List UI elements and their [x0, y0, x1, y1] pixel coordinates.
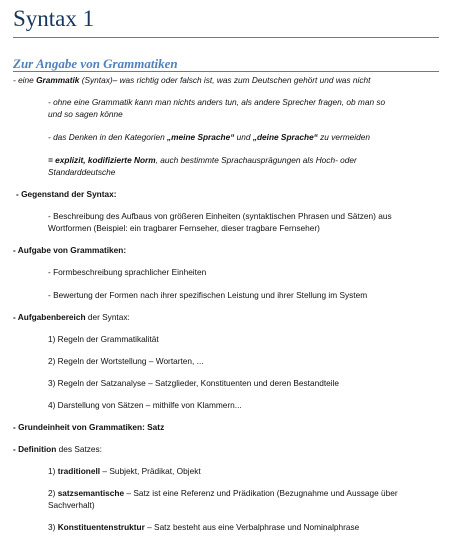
definition-item-3 [48, 521, 359, 533]
aufgabenbereich-heading [13, 311, 130, 323]
definition-item-1-bold: traditionell [57, 466, 101, 476]
intro-bold: Grammatik [36, 75, 80, 85]
definition-item-2-rest: – Satz ist eine Referenz und Prädikation (Bezugnahme und Aussage über [124, 488, 398, 498]
sub3-rest: , auch bestimmte Sprachausprägungen als Hoch- oder [155, 155, 357, 165]
definition-item-2-line2: Sachverhalt) [48, 500, 95, 510]
title-divider [13, 37, 439, 38]
sub2-prefix: - das Denken in den Kategorien [48, 132, 168, 142]
aufgabenbereich-item: 4) Darstellung von Sätzen – mithilfe von Klammern... [48, 400, 242, 410]
definition-bold: - Definition [13, 444, 57, 454]
definition-rest: des Satzes: [56, 444, 102, 454]
gegenstand-heading: - Gegenstand der Syntax: [16, 189, 117, 199]
definition-item-2 [48, 487, 398, 499]
aufgabe-item-1: - Formbeschreibung sprachlicher Einheiten [48, 267, 207, 277]
sub1-line: - ohne eine Grammatik kann man nichts anders tun, als andere Sprecher fragen, ob man so [48, 97, 386, 107]
sub2-mid: und [234, 132, 253, 142]
sub1b-line: und so sagen könne [48, 109, 123, 119]
definition-item-3-rest: – Satz besteht aus eine Verbalphrase und Nominalphrase [144, 522, 360, 532]
intro-line [13, 74, 370, 86]
aufgabe-item-2: - Bewertung der Formen nach ihrer spezifischen Leistung und ihrer Stellung im System [48, 290, 368, 300]
sub2-bold-1: „meine Sprache“ [167, 132, 235, 142]
sub3-bold: = explizit, kodifizierte Norm [48, 155, 156, 165]
definition-item-2-bold: satzsemantische [57, 488, 125, 498]
definition-item-1-rest: – Subjekt, Prädikat, Objekt [100, 466, 201, 476]
sub2-rest: zu vermeiden [317, 132, 370, 142]
grundeinheit-line: - Grundeinheit von Grammatiken: Satz [13, 422, 165, 432]
definition-item-3-bold: Konstituentenstruktur [57, 522, 145, 532]
aufgabenbereich-item: 2) Regeln der Wortstellung – Wortarten, ... [48, 356, 204, 366]
gegenstand-line2: Wortformen (Beispiel: ein tragbarer Fernseher, dieser tragbare Fernseher) [48, 223, 320, 233]
definition-item-3-num: 3) [48, 522, 58, 532]
page-title: Syntax 1 [13, 6, 95, 31]
aufgabenbereich-bold: - Aufgabenbereich [13, 312, 86, 322]
sub2-line [48, 131, 370, 143]
definition-heading [13, 443, 102, 455]
definition-item-2-num: 2) [48, 488, 58, 498]
section-heading: Zur Angabe von Grammatiken [13, 56, 178, 71]
aufgabenbereich-item: 3) Regeln der Satzanalyse – Satzglieder, Konstituenten und deren Bestandteile [48, 378, 340, 388]
intro-rest: (Syntax)– was richtig oder falsch ist, was zum Deutschen gehört und was nicht [79, 75, 371, 85]
aufgabenbereich-item: 1) Regeln der Grammatikalität [48, 334, 159, 344]
sub2-bold-2: „deine Sprache“ [252, 132, 318, 142]
section-divider [13, 71, 439, 72]
intro-prefix: - eine [13, 75, 37, 85]
definition-item-1-num: 1) [48, 466, 58, 476]
gegenstand-line1: - Beschreibung des Aufbaus von größeren Einheiten (syntaktischen Phrasen und Sätzen) aus [48, 211, 392, 221]
aufgabenbereich-rest: der Syntax: [85, 312, 130, 322]
sub3-line [48, 154, 357, 166]
sub3-line2: Standarddeutsche [48, 167, 116, 177]
aufgabe-heading: - Aufgabe von Grammatiken: [13, 245, 127, 255]
definition-item-1 [48, 465, 201, 477]
